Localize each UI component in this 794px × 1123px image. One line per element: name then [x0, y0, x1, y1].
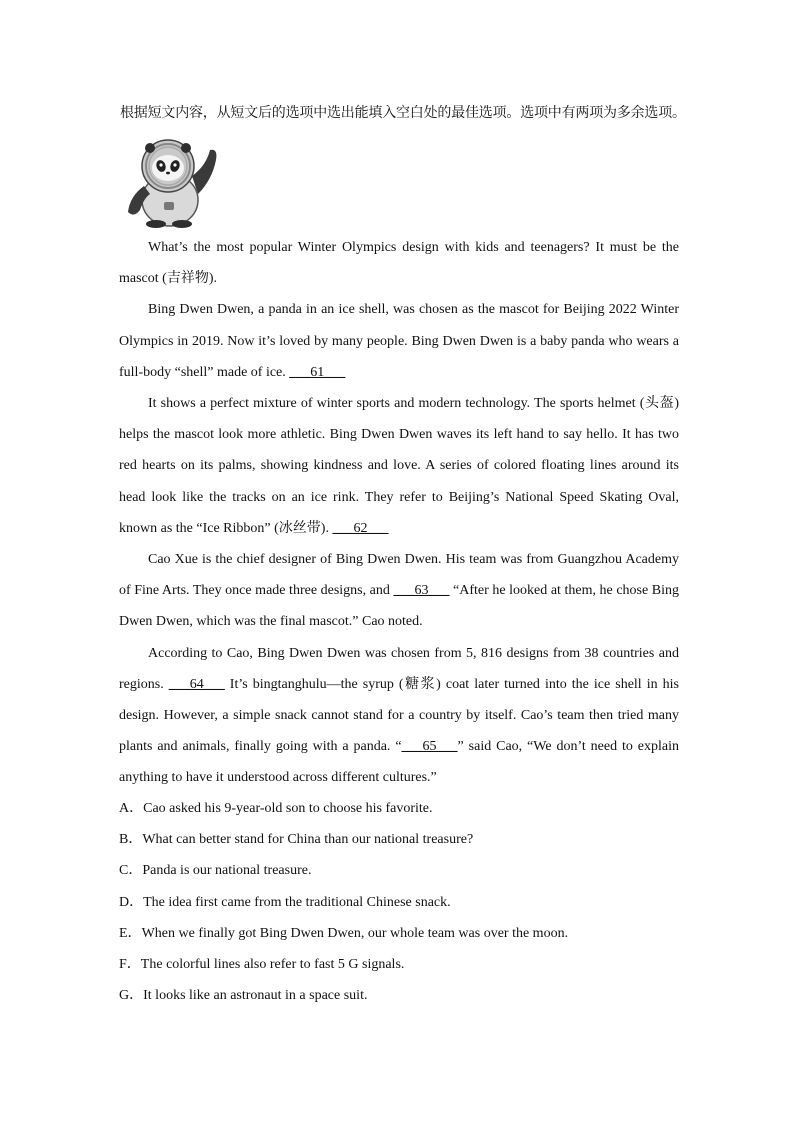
paragraph-5: According to Cao, Bing Dwen Dwen was chosen from 5, 816 designs from 38 countries and regions. ___64___ It’s bingtanghulu—the syrup (糖浆) coat later turned into the ice shell in his design. However, a simple snack cannot stand for a country by itself. Cao’s team then tried many plants and animals, finally going with a panda. “___65___” said Cao, “We don’t need to explain anything to have it understood across different cultures.”	[119, 645, 680, 786]
paragraph-2: Bing Dwen Dwen, a panda in an ice shell, was chosen as the mascot for Beijing 2022 Winter Olympics in 2019. Now it’s loved by many people. Bing Dwen Dwen is a baby panda who wears a full-body “shell” made of ice. ___61___	[119, 302, 679, 380]
passage	[119, 232, 679, 794]
paragraph-3: It shows a perfect mixture of winter sports and modern technology. The sports helmet (头盔) helps the mascot look more athletic. Bing Dwen Dwen waves its left hand to say hello. It has two red hearts on its palms, showing kindness and love. A series of colored floating lines around its head look like the tracks on an ice rink. They refer to Beijing’s National Speed Skating Oval, known as the “Ice Ribbon” (冰丝带). ___62___	[119, 396, 679, 536]
option-d: D．The idea first came from the traditional Chinese snack.	[119, 894, 451, 910]
bing-dwen-dwen-mascot-image	[120, 136, 224, 228]
option-g: G．It looks like an astronaut in a space suit.	[119, 988, 368, 1004]
option-a: A．Cao asked his 9-year-old son to choose his favorite.	[119, 801, 433, 816]
paragraph-4: Cao Xue is the chief designer of Bing Dwen Dwen. His team was from Guangzhou Academy of Fine Arts. They once made three designs, and ___63___ “After he looked at them, he chose Bing Dwen Dwen, which was the final mascot.” Cao noted.	[119, 552, 680, 630]
paragraph-1: What’s the most popular Winter Olympics design with kids and teenagers? It must be the mascot (吉祥物).	[119, 240, 679, 287]
option-f: F．The colorful lines also refer to fast 5 G signals.	[119, 957, 405, 973]
option-e: E．When we finally got Bing Dwen Dwen, our whole team was over the moon.	[119, 925, 569, 941]
blank-64: ___64___	[168, 676, 225, 692]
blank-62: ___62___	[332, 520, 389, 536]
instruction-text: 根据短文内容，从短文后的选项中选出能填入空白处的最佳选项。选项中有两项为多余选项。	[120, 105, 686, 121]
blank-61: ___61___	[289, 364, 346, 380]
blank-63: ___63___	[393, 583, 450, 599]
answer-options	[119, 793, 679, 1011]
option-c: C．Panda is our national treasure.	[119, 863, 312, 879]
blank-65: ___65___	[401, 739, 458, 755]
option-b: B．What can better stand for China than our national treasure?	[119, 832, 474, 848]
